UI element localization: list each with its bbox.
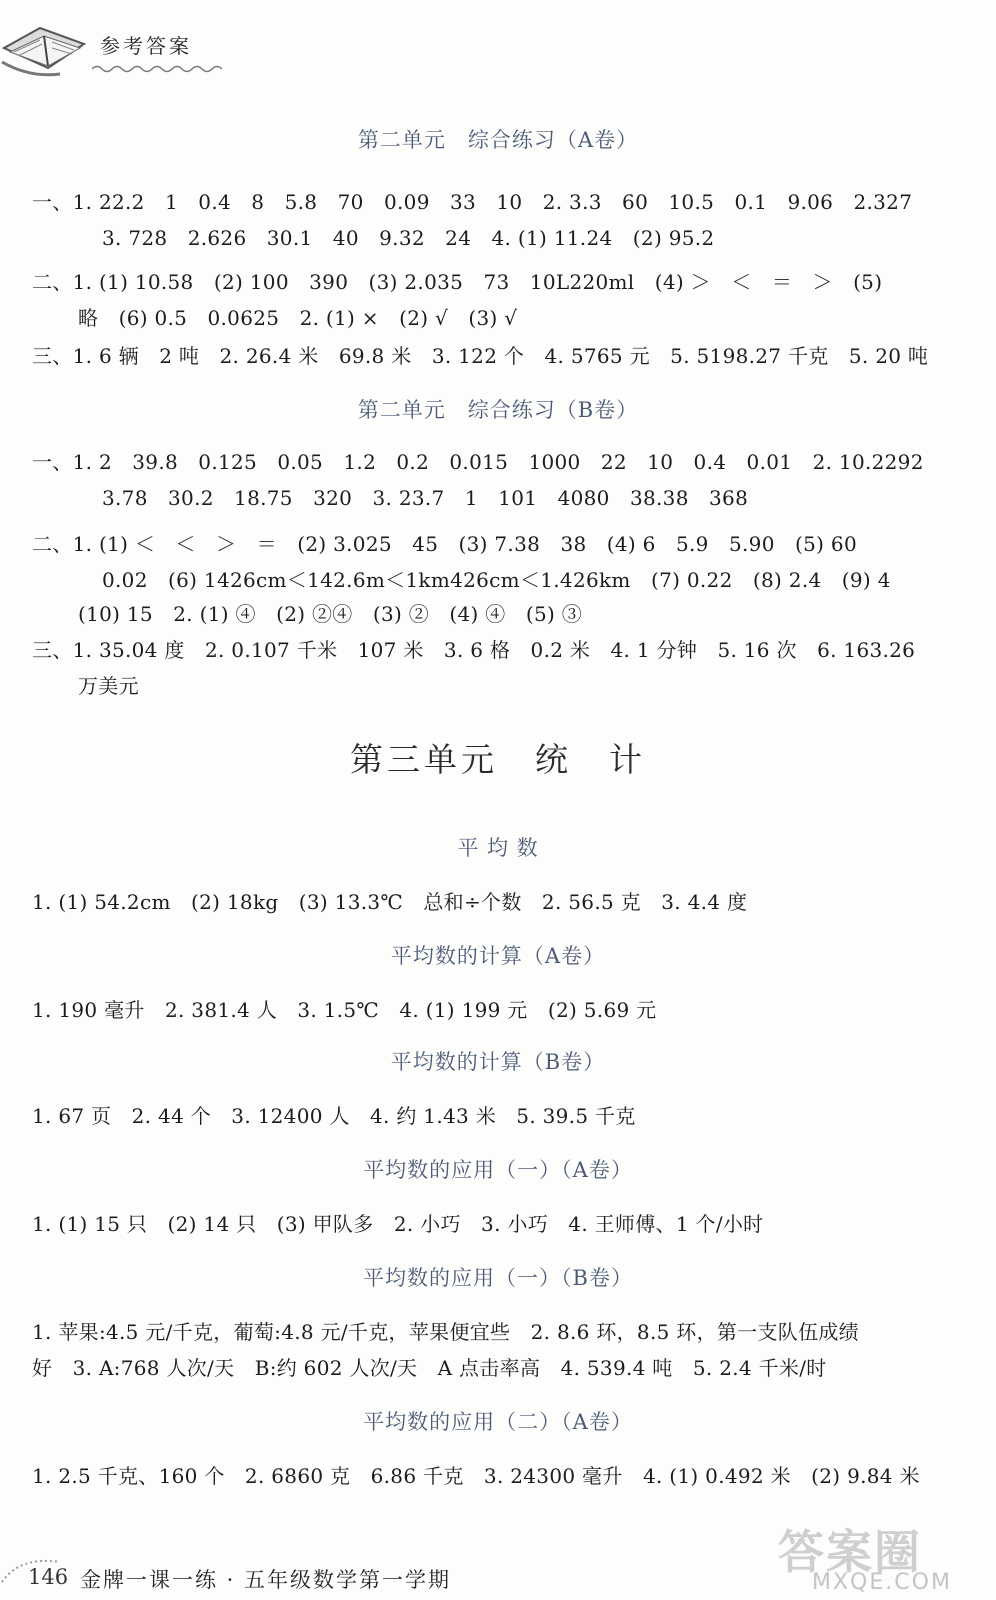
answer-line: 1. (1) 54.2cm (2) 18kg (3) 13.3℃ 总和÷个数 2. 56.5 克 3. 4.4 度 xyxy=(32,890,748,914)
watermark-url: MXQE.COM xyxy=(812,1570,952,1595)
answer-line: 1. 苹果:4.5 元/千克，葡萄:4.8 元/千克，苹果便宜些 2. 8.6 环，8.5 环，第一支队伍成绩 xyxy=(32,1320,859,1344)
answer-line: 万美元 xyxy=(78,674,139,698)
answer-line: (10) 15 2. (1) ④ (2) ②④ (3) ② (4) ④ (5) ③ xyxy=(78,602,583,626)
footer-title: 金牌一课一练 · 五年级数学第一学期 xyxy=(80,1568,452,1592)
wavy-divider xyxy=(92,64,222,74)
answer-line: 1. (1) 15 只 (2) 14 只 (3) 甲队多 2. 小巧 3. 小巧 4. 王师傅、1 个/小时 xyxy=(32,1212,764,1236)
section-title: 平均数的应用（二）（A卷） xyxy=(363,1410,633,1434)
section-title: 第二单元 综合练习（A卷） xyxy=(357,128,639,152)
header-title: 参考答案 xyxy=(100,34,192,58)
answer-line: 3. 728 2.626 30.1 40 9.32 24 4. (1) 11.24 (2) 95.2 xyxy=(102,226,715,250)
section-title: 第二单元 综合练习（B卷） xyxy=(357,398,639,422)
page-header xyxy=(0,0,996,90)
page-footer xyxy=(0,1552,996,1600)
chapter-title: 第三单元 统 计 xyxy=(350,740,646,779)
page-number: 146 xyxy=(28,1565,69,1589)
answer-line: 0.02 (6) 1426cm＜142.6m＜1km426cm＜1.426km (7) 0.22 (8) 2.4 (9) 4 xyxy=(102,568,891,592)
section-title: 平均数的计算（A卷） xyxy=(390,944,606,968)
answer-line: 3.78 30.2 18.75 320 3. 23.7 1 101 4080 38.38 368 xyxy=(102,486,749,510)
answer-line: 三、1. 35.04 度 2. 0.107 千米 107 米 3. 6 格 0.2 米 4. 1 分钟 5. 16 次 6. 163.26 xyxy=(32,638,916,662)
section-title: 平均数的应用（一）（B卷） xyxy=(363,1266,633,1290)
answer-line: 1. 2.5 千克、160 个 2. 6860 克 6.86 千克 3. 24300 毫升 4. (1) 0.492 米 (2) 9.84 米 xyxy=(32,1464,920,1488)
answer-line: 好 3. A:768 人次/天 B:约 602 人次/天 A 点击率高 4. 539.4 吨 5. 2.4 千米/时 xyxy=(32,1356,827,1380)
open-book-icon xyxy=(0,8,92,80)
section-title: 平均数的应用（一）（A卷） xyxy=(363,1158,633,1182)
answer-line: 一、1. 22.2 1 0.4 8 5.8 70 0.09 33 10 2. 3.3 60 10.5 0.1 9.06 2.327 xyxy=(32,190,913,214)
answer-line: 1. 67 页 2. 44 个 3. 12400 人 4. 约 1.43 米 5. 39.5 千克 xyxy=(32,1104,636,1128)
watermark-logo: 答案圈 xyxy=(778,1525,922,1579)
answer-line: 1. 190 毫升 2. 381.4 人 3. 1.5℃ 4. (1) 199 元 (2) 5.69 元 xyxy=(32,998,657,1022)
answer-line: 略 (6) 0.5 0.0625 2. (1) × (2) √ (3) √ xyxy=(78,306,518,330)
answer-line: 二、1. (1) 10.58 (2) 100 390 (3) 2.035 73 10L220ml (4) ＞ ＜ ＝ ＞ (5) xyxy=(32,270,883,294)
answer-line: 三、1. 6 辆 2 吨 2. 26.4 米 69.8 米 3. 122 个 4. 5765 元 5. 5198.27 千克 5. 20 吨 xyxy=(32,344,929,368)
answer-line: 一、1. 2 39.8 0.125 0.05 1.2 0.2 0.015 1000 22 10 0.4 0.01 2. 10.2292 xyxy=(32,450,924,474)
section-title: 平 均 数 xyxy=(457,836,539,860)
section-title: 平均数的计算（B卷） xyxy=(390,1050,606,1074)
answer-line: 二、1. (1) ＜ ＜ ＞ ＝ (2) 3.025 45 (3) 7.38 38 (4) 6 5.9 5.90 (5) 60 xyxy=(32,532,857,556)
